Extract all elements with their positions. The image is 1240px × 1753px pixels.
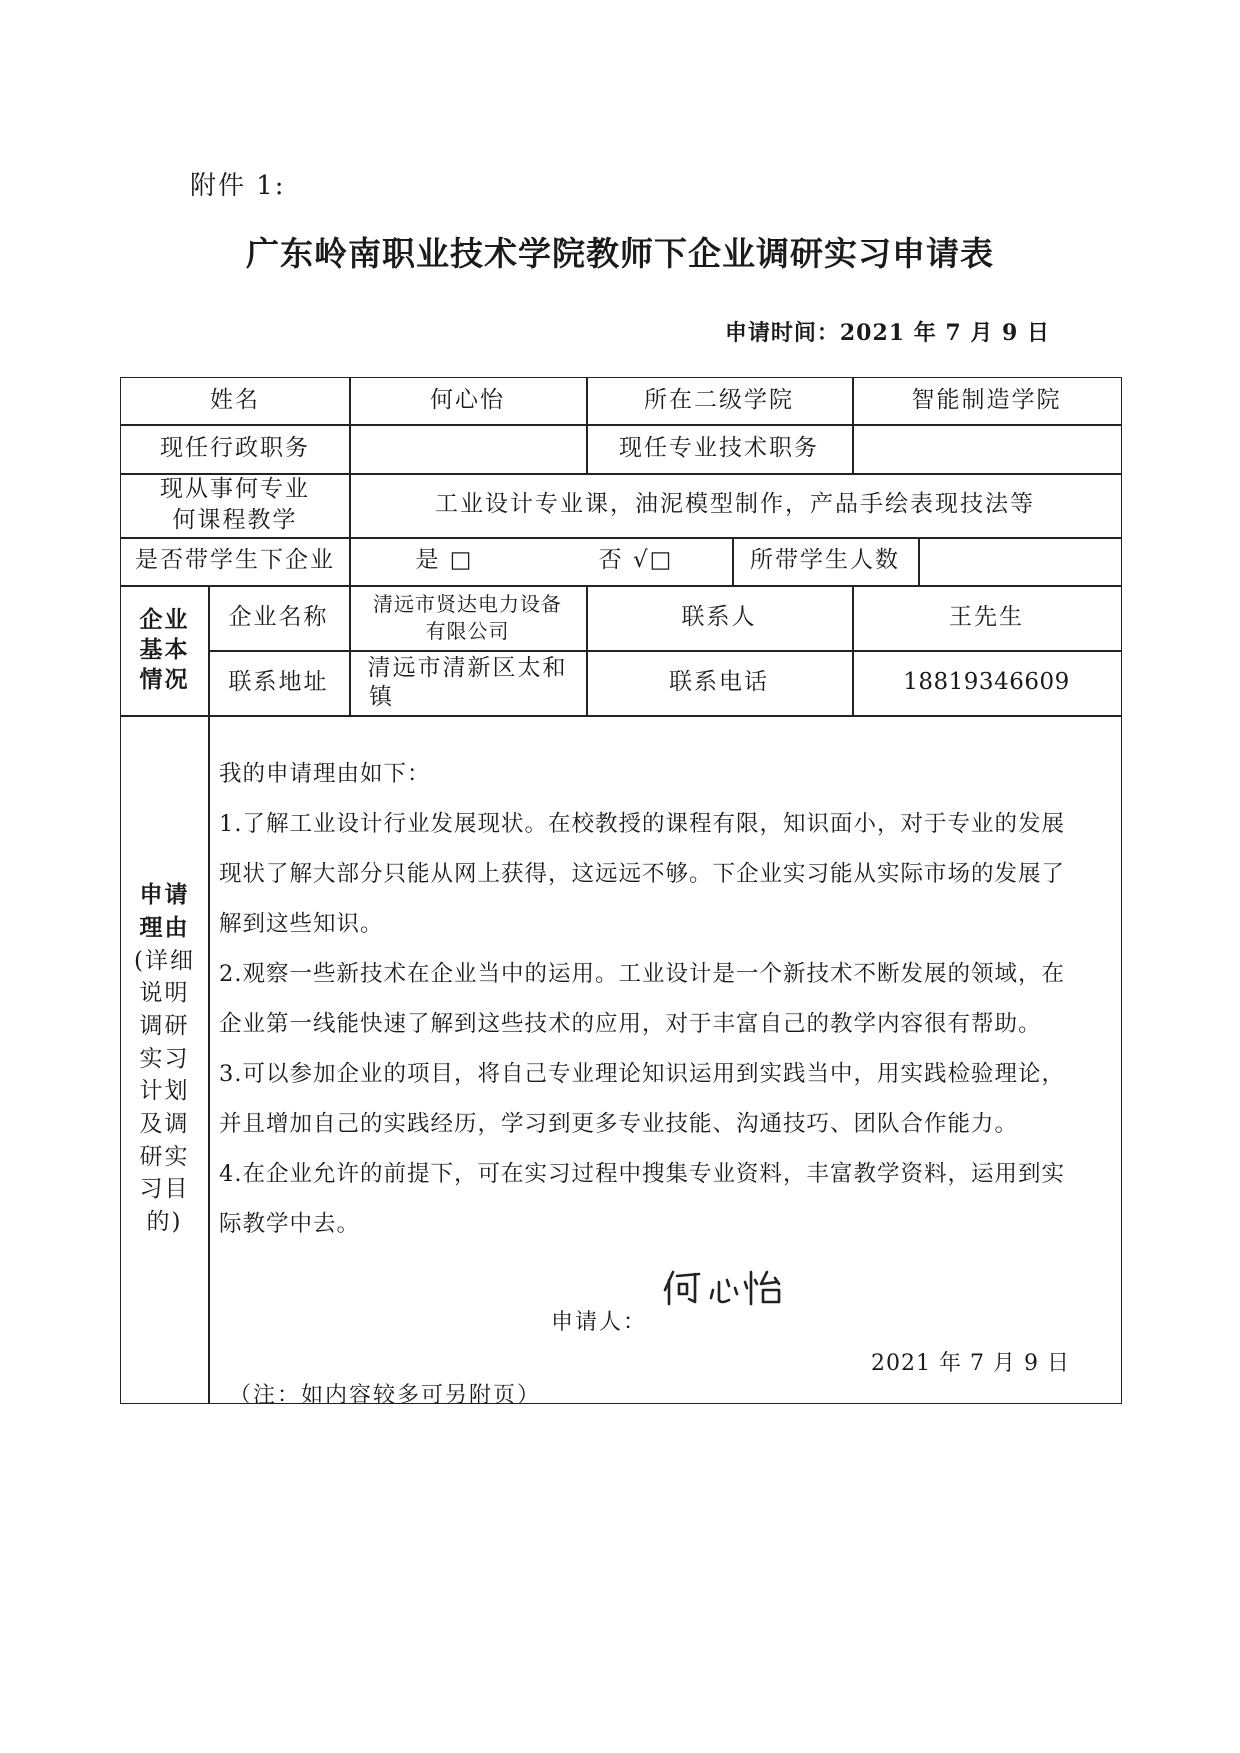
reason-line: 我的申请理由如下： <box>219 761 431 787</box>
reason-label-2: 说明 <box>139 980 190 1007</box>
tech-post-value <box>852 424 1121 473</box>
sign-date: 2021 年 7 月 9 日 <box>871 1351 1070 1376</box>
reason-line: 现状了解大部分只能从网上获得，这远远不够。下企业实习能从实际市场的发展了 <box>219 861 1066 887</box>
company-section-line1: 企业 <box>139 606 190 634</box>
reason-label-bold-1: 申请 <box>139 881 190 909</box>
teaching-label-line2: 何课程教学 <box>172 507 298 533</box>
reason-line: 2.观察一些新技术在企业当中的运用。工业设计是一个新技术不断发展的领域，在 <box>219 961 1065 987</box>
name-label: 姓名 <box>210 387 260 414</box>
company-name-value <box>349 585 586 650</box>
address-line2: 镇 <box>369 683 394 710</box>
students-count-value <box>918 537 1121 585</box>
reason-label-bold-2: 理由 <box>139 914 190 942</box>
reason-body <box>219 749 1107 1249</box>
company-name-label: 企业名称 <box>228 603 329 630</box>
reason-line: 际教学中去。 <box>219 1211 361 1237</box>
company-section-line3: 情况 <box>139 665 190 693</box>
contact-value: 王先生 <box>949 603 1024 630</box>
phone-label: 联系电话 <box>669 668 769 695</box>
address-line1: 清远市清新区太和 <box>367 654 568 681</box>
page-title: 广东岭南职业技术学院教师下企业调研实习申请表 <box>246 234 994 273</box>
yes-checkbox: 是 □ <box>415 547 474 574</box>
reason-label-4: 实习 <box>139 1045 190 1072</box>
reason-label-7: 研实 <box>139 1143 190 1170</box>
reason-label-1: (详细 <box>134 947 195 974</box>
students-count-label: 所带学生人数 <box>750 547 900 574</box>
tech-post-label: 现任专业技术职务 <box>619 434 819 461</box>
phone-value: 18819346609 <box>903 668 1070 695</box>
reason-line: 4.在企业允许的前提下，可在实习过程中搜集专业资料，丰富教学资料，运用到实 <box>219 1161 1065 1187</box>
reason-line: 解到这些知识。 <box>219 911 384 937</box>
company-name-line1: 清远市贤达电力设备 <box>373 591 562 616</box>
reason-line: 并且增加自己的实践经历，学习到更多专业技能、沟通技巧、团队合作能力。 <box>219 1111 1019 1137</box>
signer-label: 申请人： <box>551 1310 648 1335</box>
handwritten-signature <box>659 1264 799 1310</box>
reason-line: 3.可以参加企业的项目，将自己专业理论知识运用到实践当中，用实践检验理论， <box>219 1061 1065 1087</box>
reason-line: 企业第一线能快速了解到这些技术的应用，对于丰富自己的教学内容很有帮助。 <box>219 1011 1042 1037</box>
company-name-line2: 有限公司 <box>425 618 510 643</box>
students-label: 是否带学生下企业 <box>135 547 335 574</box>
reason-section-label <box>121 715 208 1403</box>
name-value: 何心怡 <box>430 387 505 414</box>
contact-label: 联系人 <box>681 603 757 630</box>
application-form <box>120 377 1122 1408</box>
reason-label-3: 调研 <box>139 1013 190 1040</box>
no-checkbox: 否 √□ <box>598 547 674 574</box>
reason-line: 1.了解工业设计行业发展现状。在校教授的课程有限，知识面小，对于专业的发展 <box>219 811 1065 837</box>
apply-date: 申请时间：2021 年 7 月 9 日 <box>724 320 1050 346</box>
reason-label-5: 计划 <box>139 1078 190 1105</box>
admin-post-value <box>349 424 586 473</box>
address-label: 联系地址 <box>228 668 329 695</box>
footnote: （注：如内容较多可另附页） <box>229 1383 542 1408</box>
reason-label-9: 的) <box>146 1208 183 1235</box>
college-value: 智能制造学院 <box>911 387 1062 414</box>
company-section-label <box>121 585 208 715</box>
attachment-label: 附件 1: <box>190 171 286 201</box>
teaching-label <box>121 473 349 537</box>
teaching-label-line1: 现从事何专业 <box>160 475 310 502</box>
teaching-value: 工业设计专业课，油泥模型制作，产品手绘表现技法等 <box>435 491 1035 518</box>
reason-label-8: 习目 <box>139 1176 190 1203</box>
company-section-line2: 基本 <box>139 636 190 664</box>
admin-post-label: 现任行政职务 <box>160 434 310 461</box>
address-value <box>349 650 586 715</box>
college-label: 所在二级学院 <box>644 387 794 414</box>
reason-label-6: 及调 <box>139 1110 190 1137</box>
